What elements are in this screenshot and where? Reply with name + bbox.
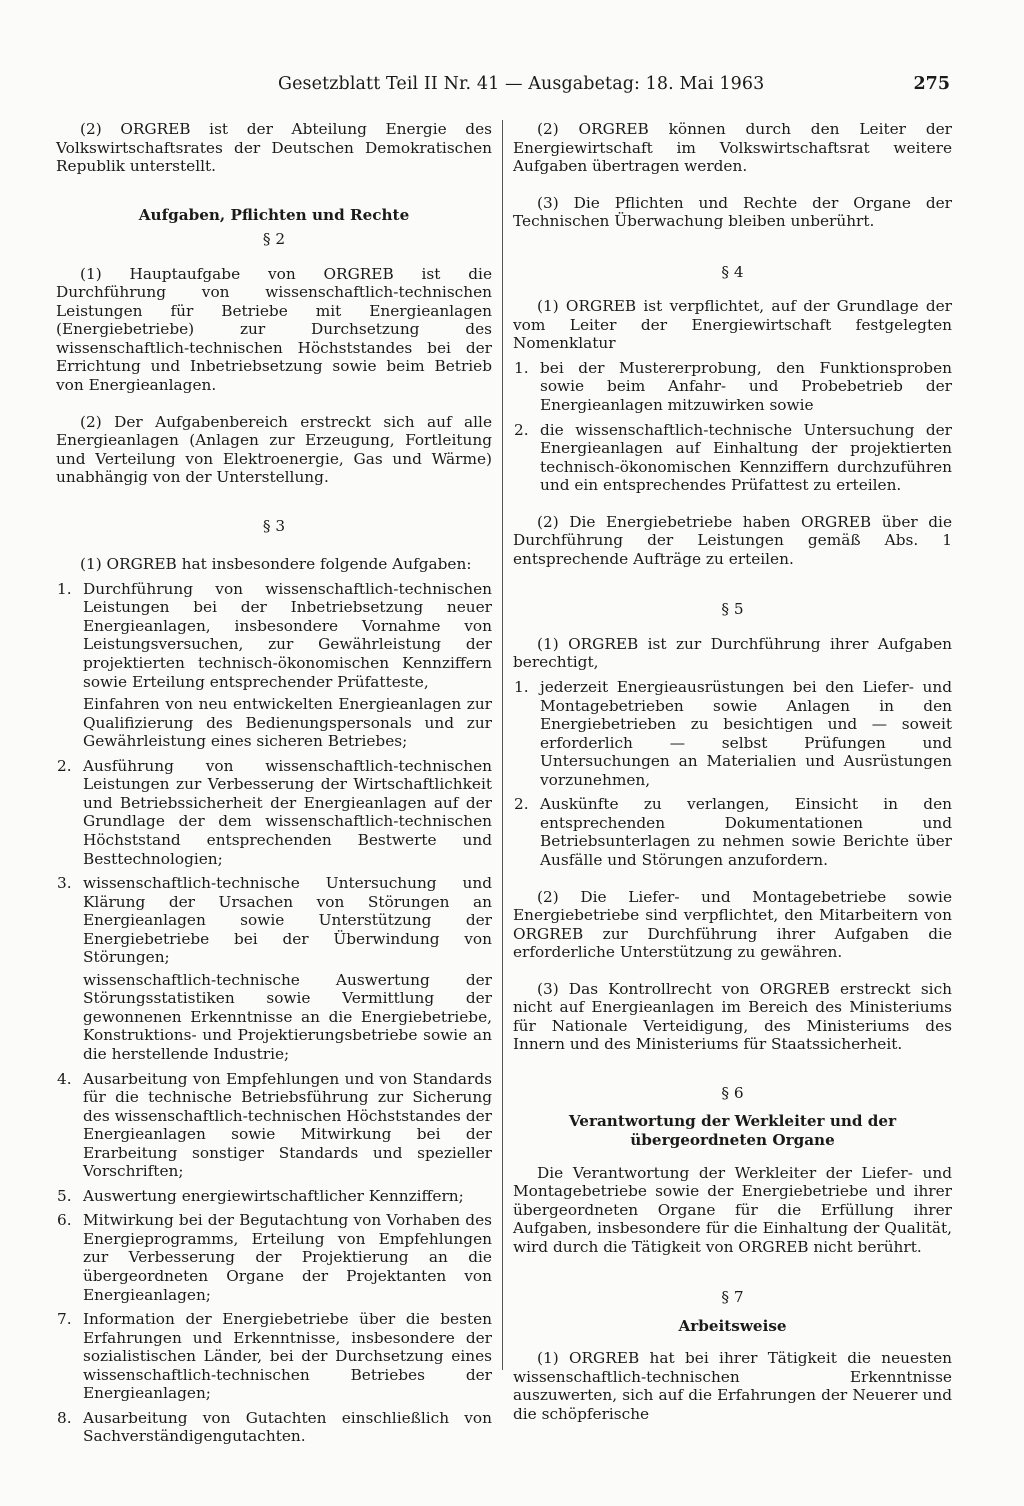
list-item-text: Information der Energiebetriebe über die besten Erfahrungen und Erkenntnisse, insbesondere der sozialistischen Länder, bei der Durchsetzung eines wissenschaftlich-technischen Betriebes der Energieanlagen; bbox=[83, 1310, 492, 1403]
list-item bbox=[513, 795, 952, 869]
list-item bbox=[56, 1187, 492, 1206]
rights-list bbox=[513, 678, 952, 869]
list-item-number: 6. bbox=[57, 1211, 72, 1230]
paragraph: (3) Die Pflichten und Rechte der Organe der Technischen Überwachung bleiben unberührt. bbox=[513, 193, 952, 231]
paragraph: (1) ORGREB hat bei ihrer Tätigkeit die neuesten wissenschaftlich-technischen Erkenntnisse auszuwerten, sich auf die Erfahrungen der Neuerer und die schöpferische bbox=[513, 1349, 952, 1423]
left-column bbox=[56, 120, 492, 1446]
paragraph: (2) ORGREB ist der Abteilung Energie des Volkswirtschaftsrates der Deutschen Demokratischen Republik unterstellt. bbox=[56, 120, 492, 176]
section-heading: Aufgaben, Pflichten und Rechte bbox=[138, 205, 410, 224]
list-item-text: Ausführung von wissenschaftlich-technischen Leistungen zur Verbesserung der Wirtschaftlichkeit und Betriebssicherheit der Energieanlagen auf der Grundlage der dem wissenschaftlich-technischen Höchststand entsprechenden Bestwerte und Besttechnologien; bbox=[83, 756, 492, 868]
list-item-text: wissenschaftlich-technische Untersuchung und Klärung der Ursachen von Störungen an Energieanlagen sowie Unterstützung der Energiebetriebe bei der Überwindung von Störungen; bbox=[83, 874, 492, 967]
list-item-text: Auskünfte zu verlangen, Einsicht in den entsprechenden Dokumentationen und Betriebsunterlagen zu nehmen sowie Berichte über Ausfälle und Störungen anzufordern. bbox=[540, 795, 952, 869]
paragraph: (2) Die Liefer- und Montagebetriebe sowie Energiebetriebe sind verpflichtet, den Mitarbeitern von ORGREB zur Durchführung ihrer Aufgaben die erforderliche Unterstützung zu gewähren. bbox=[513, 887, 952, 962]
section-mark-6: § 6 bbox=[721, 1083, 744, 1102]
section-heading: Arbeitsweise bbox=[678, 1316, 787, 1335]
list-item-text: Ausarbeitung von Gutachten einschließlich von Sachverständigengutachten. bbox=[83, 1408, 492, 1446]
list-item-number: 1. bbox=[514, 678, 529, 697]
paragraph: (1) ORGREB ist zur Durchführung ihrer Aufgaben berechtigt, bbox=[513, 634, 952, 672]
paragraph: (1) Hauptaufgabe von ORGREB ist die Durchführung von wissenschaftlich-technischen Leistungen für Betriebe mit Energieanlagen (Energiebetriebe) zur Durchsetzung des wissenschaftlich-technischen Höchststandes bei der Errichtung und Inbetriebsetzung sowie beim Betrieb von Energieanlagen. bbox=[56, 264, 492, 395]
list-item-number: 1. bbox=[57, 579, 72, 598]
list-item bbox=[56, 874, 492, 1063]
column-divider bbox=[502, 120, 503, 1370]
list-item-text: Mitwirkung bei der Begutachtung von Vorhaben des Energieprogramms, Erteilung von Empfehlungen zur Verbesserung der Projektierung an die übergeordneten Organe der Projektanten von Energieanlagen; bbox=[83, 1211, 492, 1304]
list-item-text: die wissenschaftlich-technische Untersuchung der Energieanlagen auf Einhaltung der projektierten technisch-ökonomischen Kennziffern durchzuführen und ein entsprechendes Prüfattest zu erteilen. bbox=[540, 420, 952, 495]
section-mark-3: § 3 bbox=[262, 516, 286, 535]
paragraph: (2) Der Aufgabenbereich erstreckt sich auf alle Energieanlagen (Anlagen zur Erzeugung, Fortleitung und Verteilung von Elektroenergie, Gas und Wärme) unabhängig von der Unterstellung. bbox=[56, 412, 492, 487]
list-item bbox=[56, 1070, 492, 1181]
list-item-text: jederzeit Energieausrüstungen bei den Liefer- und Montagebetrieben sowie Anlagen in den Energiebetrieben zu besichtigen und — soweit erforderlich — selbst Prüfungen und Untersuchungen an Materialien und Ausrüstungen vorzunehmen, bbox=[540, 678, 952, 789]
list-item bbox=[56, 757, 492, 868]
paragraph: Die Verantwortung der Werkleiter der Liefer- und Montagebetriebe sowie der Energiebetriebe und ihrer übergeordneten Organe für die Erfüllung ihrer Aufgaben, insbesondere für die Einhaltung der Qualität, wird durch die Tätigkeit von ORGREB nicht berührt. bbox=[513, 1163, 952, 1256]
list-item-text: Ausarbeitung von Empfehlungen und von Standards für die technische Betriebsführung zur Sicherung des wissenschaftlich-technischen Höchststandes der Energieanlagen sowie Mitwirkung bei der Erarbeitung sonstiger Standards und spezieller Vorschriften; bbox=[83, 1069, 492, 1181]
paragraph: (1) ORGREB ist verpflichtet, auf der Grundlage der vom Leiter der Energiewirtschaft festgelegten Nomenklatur bbox=[513, 297, 952, 353]
paragraph: (2) ORGREB können durch den Leiter der Energiewirtschaft im Volkswirtschaftsrat weitere Aufgaben übertragen werden. bbox=[513, 120, 952, 176]
obligation-list bbox=[513, 359, 952, 495]
list-item bbox=[513, 359, 952, 415]
list-item bbox=[56, 1409, 492, 1446]
list-item-number: 8. bbox=[57, 1408, 72, 1427]
list-item-number: 2. bbox=[514, 795, 529, 814]
section-mark-4: § 4 bbox=[721, 262, 744, 281]
list-item bbox=[513, 678, 952, 789]
paragraph: (2) Die Energiebetriebe haben ORGREB über die Durchführung der Leistungen gemäß Abs. 1 entsprechende Aufträge zu erteilen. bbox=[513, 512, 952, 568]
list-item bbox=[56, 580, 492, 751]
list-item-number: 3. bbox=[57, 874, 72, 893]
list-item-number: 1. bbox=[514, 358, 529, 377]
page-number: 275 bbox=[913, 74, 950, 94]
list-item-text: Auswertung energiewirtschaftlicher Kennziffern; bbox=[83, 1186, 464, 1205]
list-item-number: 4. bbox=[57, 1069, 72, 1088]
list-item-subtext: Einfahren von neu entwickelten Energieanlagen zur Qualifizierung des Bedienungspersonals und zur Gewährleistung eines sicheren Betriebes; bbox=[83, 695, 492, 751]
header-title: Gesetzblatt Teil II Nr. 41 — Ausgabetag: 18. Mai 1963 bbox=[278, 74, 765, 94]
page-header bbox=[0, 74, 1024, 104]
section-heading: Verantwortung der Werkleiter und der übergeordneten Organe bbox=[568, 1112, 897, 1149]
section-mark-7: § 7 bbox=[721, 1288, 744, 1307]
list-item-text: Durchführung von wissenschaftlich-technischen Leistungen bei der Inbetriebsetzung neuer Energieanlagen, insbesondere Vornahme von Leistungsversuchen, zur Gewährleistung der projektierten technisch-ökonomischen Kennziffern sowie Erteilung entsprechender Prüfatteste, bbox=[83, 579, 492, 691]
section-mark-2: § 2 bbox=[262, 230, 286, 249]
right-column bbox=[513, 120, 952, 1424]
list-item-number: 7. bbox=[57, 1310, 72, 1329]
list-item-number: 5. bbox=[57, 1186, 72, 1205]
section-mark-5: § 5 bbox=[721, 600, 744, 619]
paragraph: (1) ORGREB hat insbesondere folgende Aufgaben: bbox=[80, 555, 472, 574]
paragraph: (3) Das Kontrollrecht von ORGREB erstreckt sich nicht auf Energieanlagen im Bereich des Ministeriums für Nationale Verteidigung, des Ministeriums des Innern und des Ministeriums für Staatssicherheit. bbox=[513, 979, 952, 1054]
list-item bbox=[56, 1310, 492, 1403]
list-item-number: 2. bbox=[57, 756, 72, 775]
list-item bbox=[513, 421, 952, 495]
task-list bbox=[56, 580, 492, 1446]
list-item-text: bei der Mustererprobung, den Funktionsproben sowie beim Anfahr- und Probebetrieb der Energieanlagen mitzuwirken sowie bbox=[540, 358, 952, 415]
list-item bbox=[56, 1211, 492, 1304]
list-item-subtext: wissenschaftlich-technische Auswertung der Störungsstatistiken sowie Vermittlung der gewonnenen Erkenntnisse an die Energiebetriebe, Konstruktions- und Projektierungsbetriebe sowie an die herstellende Industrie; bbox=[83, 970, 492, 1063]
list-item-number: 2. bbox=[514, 420, 529, 439]
